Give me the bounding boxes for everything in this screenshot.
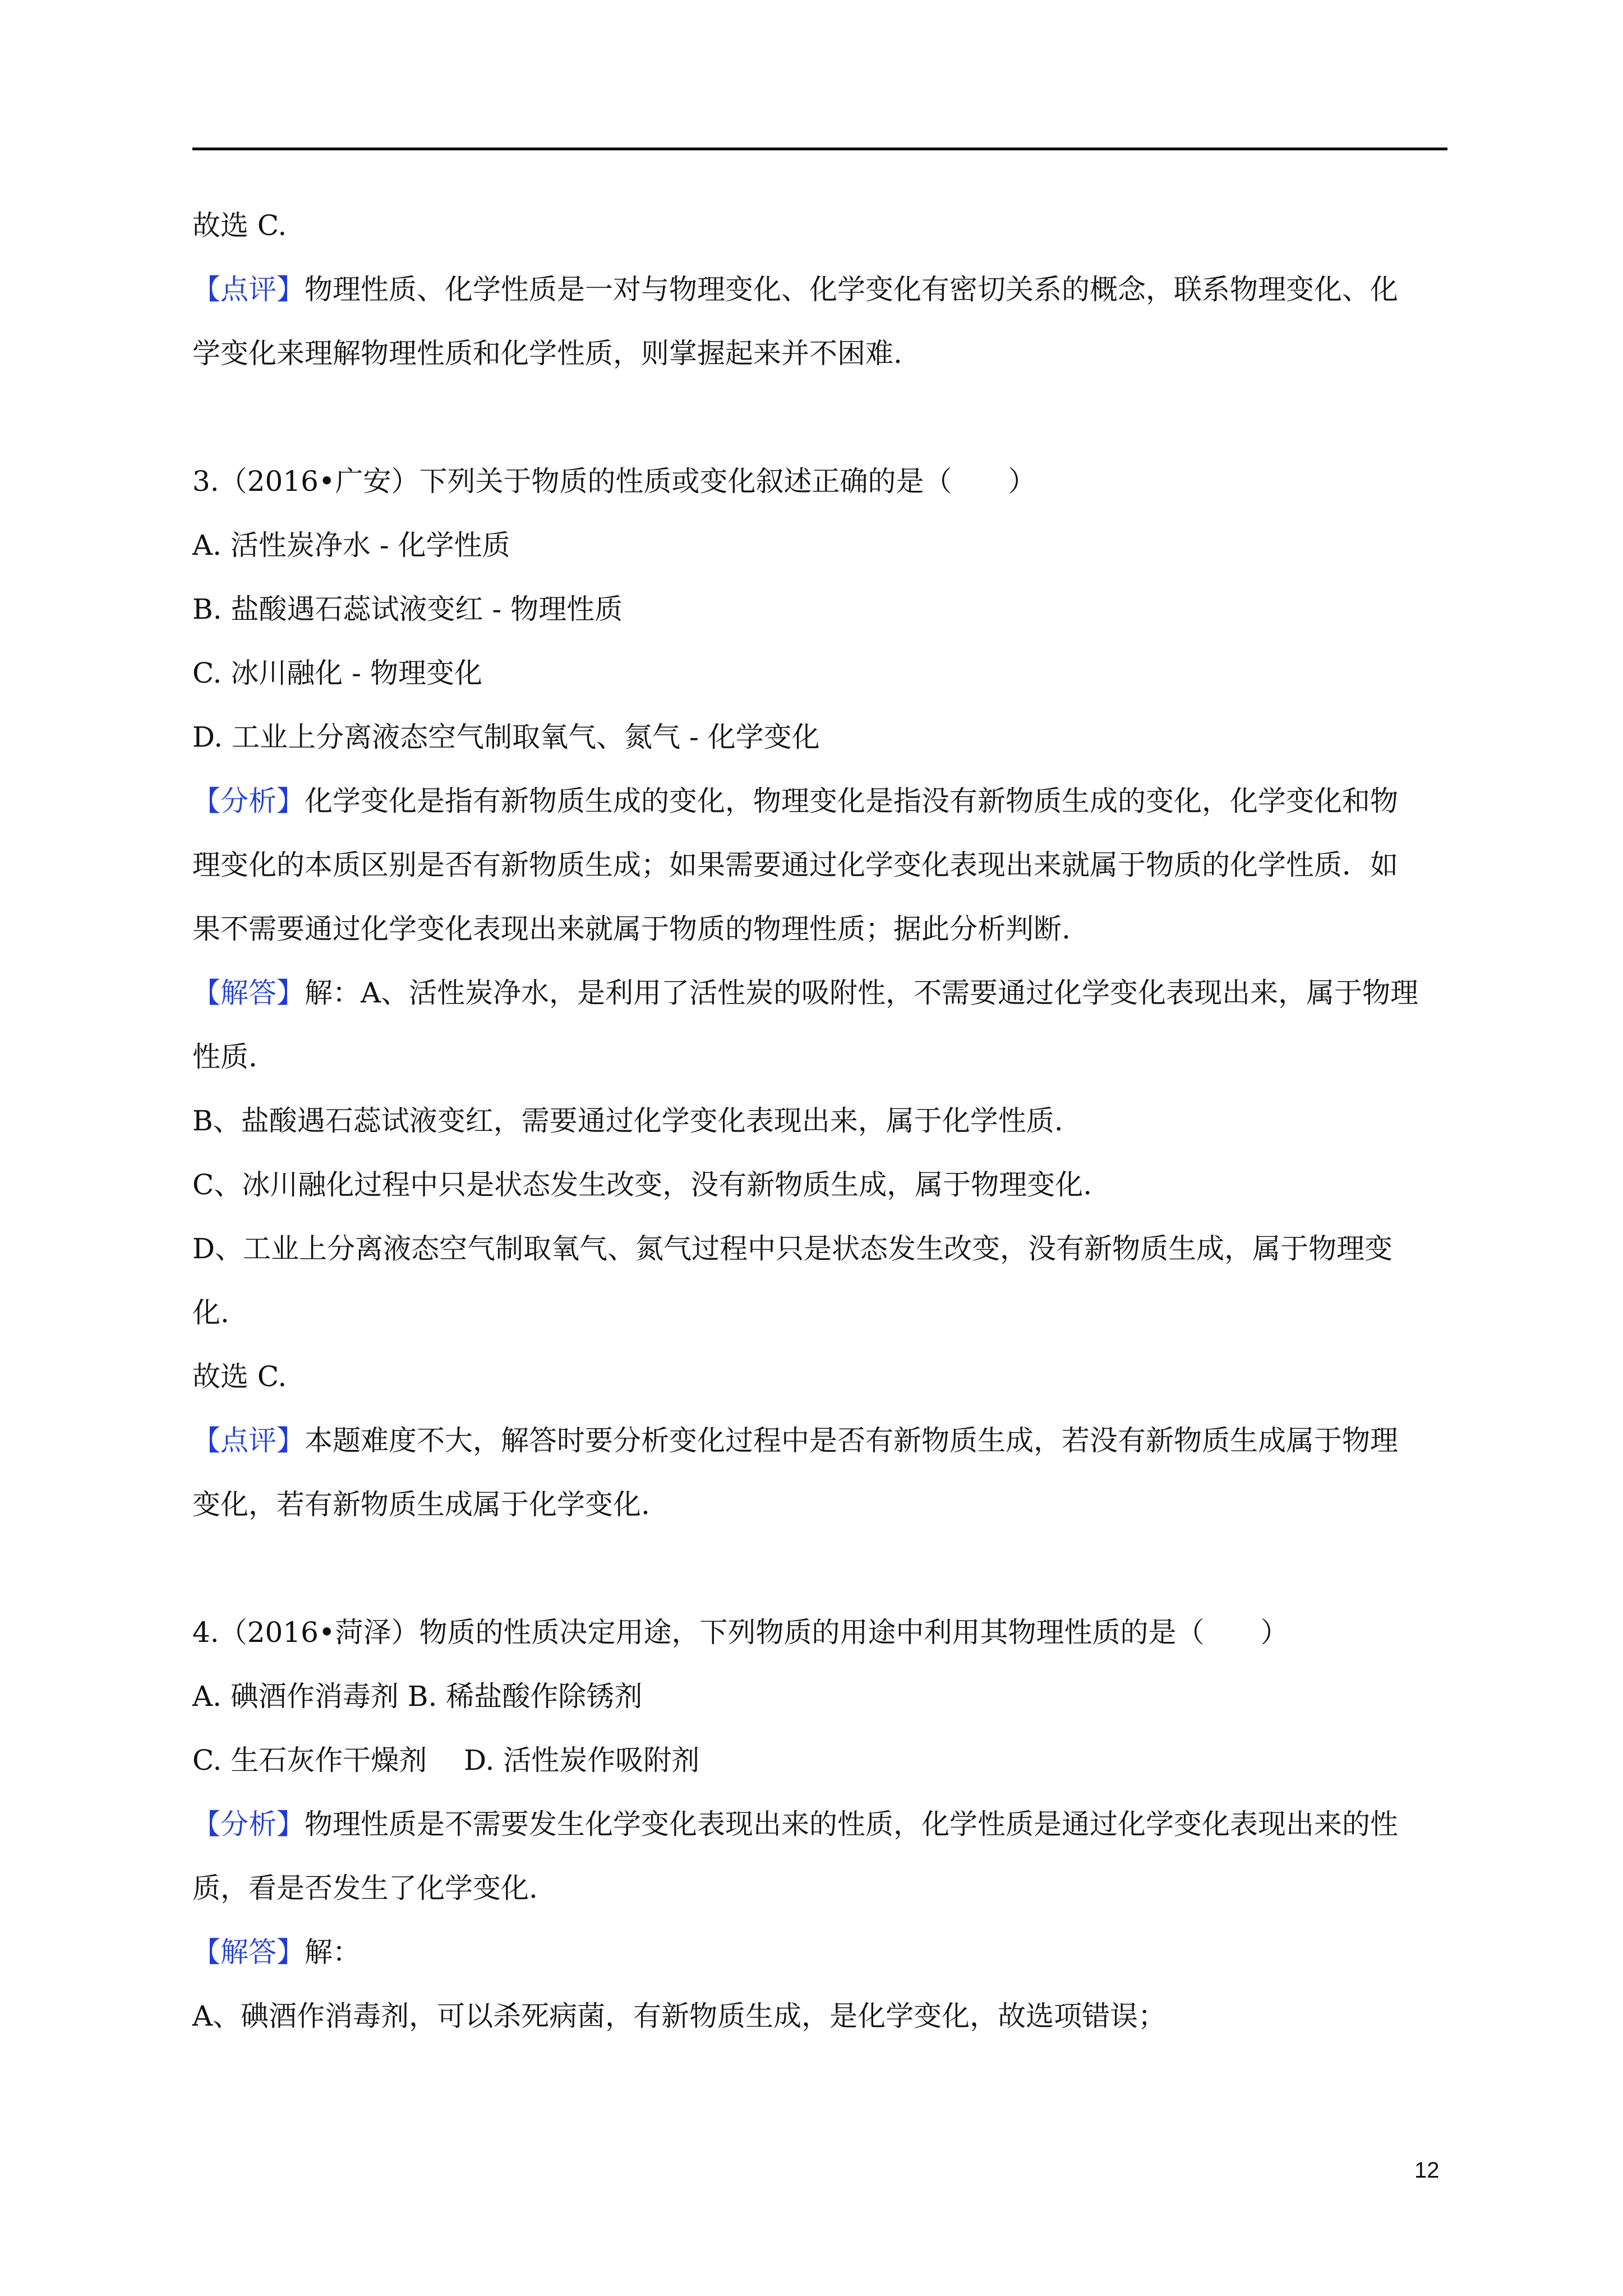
comment-heading-line xyxy=(192,272,1449,307)
text-line xyxy=(192,1998,1449,2034)
comment-tag: 【点评】 xyxy=(192,273,305,306)
comment-heading-line xyxy=(192,1423,1449,1458)
answer-heading-line xyxy=(192,1934,1449,1970)
option-c xyxy=(192,655,1449,691)
analysis-heading-line xyxy=(192,1806,1449,1842)
text-line xyxy=(192,1103,1449,1139)
question-3-stem xyxy=(192,463,1449,499)
line-text: C、冰川融化过程中只是状态发生改变，没有新物质生成，属于物理变化. xyxy=(192,1168,1092,1201)
line-text: 化. xyxy=(192,1296,229,1329)
text-line xyxy=(192,1231,1449,1267)
line-text: C. 生石灰作干燥剂 D. 活性炭作吸附剂 xyxy=(192,1744,700,1777)
option-d xyxy=(192,719,1449,755)
line-text: A. 碘酒作消毒剂 B. 稀盐酸作除锈剂 xyxy=(192,1680,643,1713)
text-line xyxy=(192,208,1449,243)
line-text: 果不需要通过化学变化表现出来就属于物质的物理性质；据此分析判断. xyxy=(192,913,1071,945)
line-text: 解： xyxy=(305,1936,361,1968)
line-text: 学变化来理解物理性质和化学性质，则掌握起来并不困难. xyxy=(192,337,902,370)
text-line xyxy=(192,911,1449,947)
line-text: D、工业上分离液态空气制取氧气、氮气过程中只是状态发生改变，没有新物质生成，属于物理变 xyxy=(192,1232,1393,1265)
header-rule xyxy=(192,148,1447,150)
question-4-stem xyxy=(192,1614,1449,1650)
text-line xyxy=(192,1359,1449,1395)
answer-tag: 【解答】 xyxy=(192,977,305,1009)
line-text: 性质. xyxy=(192,1041,257,1073)
line-text: A. 活性炭净水 - 化学性质 xyxy=(192,529,510,562)
text-line xyxy=(192,847,1449,883)
line-text: 故选 C. xyxy=(192,209,287,242)
line-text: 3.（2016•广安）下列关于物质的性质或变化叙述正确的是（ ） xyxy=(192,465,1036,498)
options-c-d xyxy=(192,1742,1449,1778)
line-text: B. 盐酸遇石蕊试液变红 - 物理性质 xyxy=(192,593,623,625)
answer-tag: 【解答】 xyxy=(192,1936,305,1968)
option-b xyxy=(192,591,1449,627)
text-line xyxy=(192,1167,1449,1203)
text-line xyxy=(192,1870,1449,1906)
line-text: C. 冰川融化 - 物理变化 xyxy=(192,657,482,689)
line-text: 4.（2016•菏泽）物质的性质决定用途，下列物质的用途中利用其物理性质的是（ ） xyxy=(192,1616,1289,1649)
text-line xyxy=(192,1039,1449,1075)
line-text: 质，看是否发生了化学变化. xyxy=(192,1872,538,1904)
text-line xyxy=(192,335,1449,371)
text-line xyxy=(192,1487,1449,1522)
comment-tag: 【点评】 xyxy=(192,1424,305,1457)
line-text: 故选 C. xyxy=(192,1360,287,1393)
line-text: 变化，若有新物质生成属于化学变化. xyxy=(192,1488,650,1521)
line-text: 本题难度不大，解答时要分析变化过程中是否有新物质生成，若没有新物质生成属于物理 xyxy=(305,1424,1398,1457)
analysis-tag: 【分析】 xyxy=(192,1808,305,1841)
line-text: 化学变化是指有新物质生成的变化，物理变化是指没有新物质生成的变化，化学变化和物 xyxy=(305,785,1398,817)
analysis-heading-line xyxy=(192,783,1449,819)
analysis-tag: 【分析】 xyxy=(192,785,305,817)
page-number: 12 xyxy=(1414,2158,1440,2183)
text-line xyxy=(192,1295,1449,1331)
line-text: B、盐酸遇石蕊试液变红，需要通过化学变化表现出来，属于化学性质. xyxy=(192,1105,1063,1137)
line-text: 物理性质、化学性质是一对与物理变化、化学变化有密切关系的概念，联系物理变化、化 xyxy=(305,273,1398,306)
line-text: 解：A、活性炭净水，是利用了活性炭的吸附性，不需要通过化学变化表现出来，属于物理 xyxy=(305,977,1419,1009)
line-text: 物理性质是不需要发生化学变化表现出来的性质，化学性质是通过化学变化表现出来的性 xyxy=(305,1808,1398,1841)
answer-heading-line xyxy=(192,975,1449,1011)
options-a-b xyxy=(192,1678,1449,1714)
option-a xyxy=(192,527,1449,563)
line-text: D. 工业上分离液态空气制取氧气、氮气 - 化学变化 xyxy=(192,721,820,753)
line-text: A、碘酒作消毒剂，可以杀死病菌，有新物质生成，是化学变化，故选项错误； xyxy=(192,2000,1166,2032)
line-text: 理变化的本质区别是否有新物质生成；如果需要通过化学变化表现出来就属于物质的化学性质．如 xyxy=(192,849,1398,881)
